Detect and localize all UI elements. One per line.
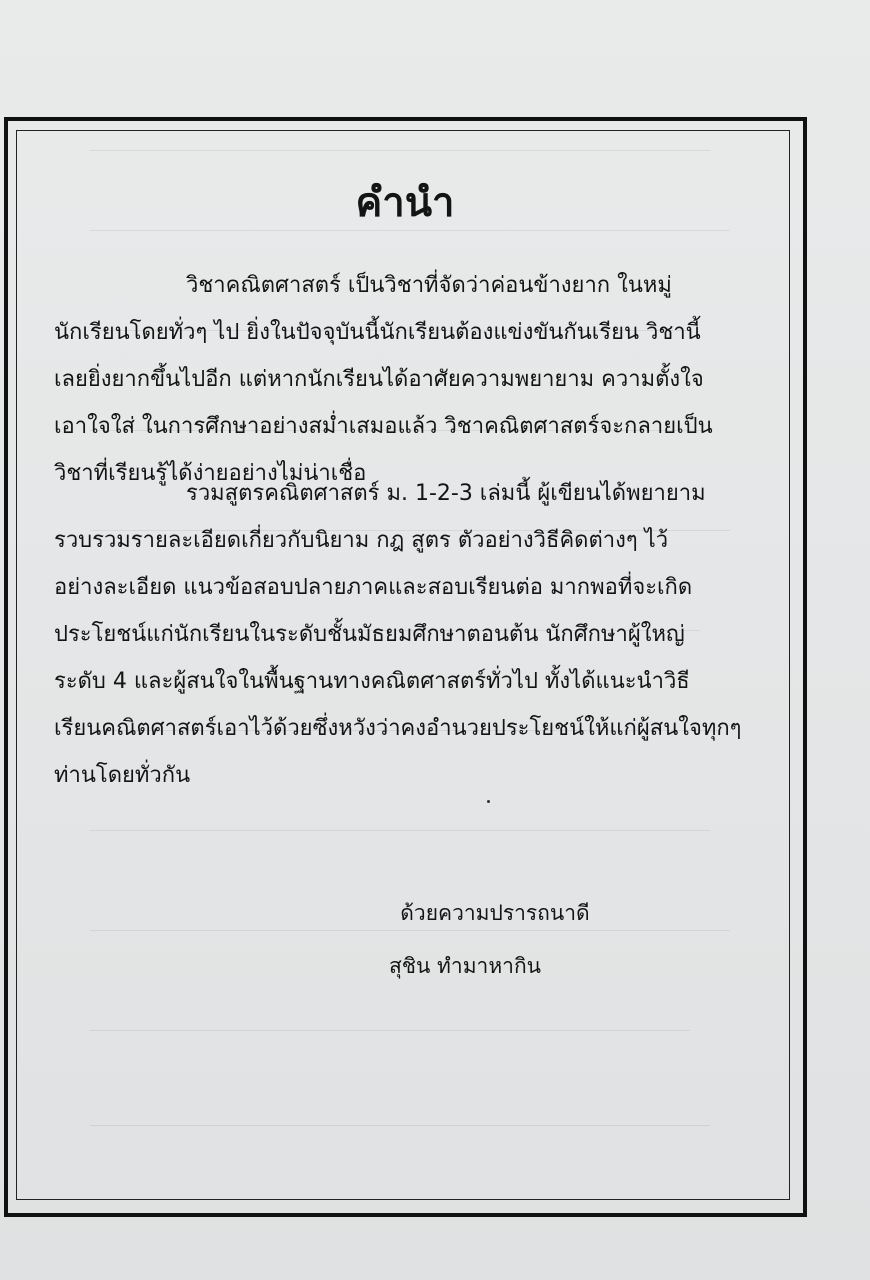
paragraph-intro	[54, 262, 794, 497]
paragraph-line: เรียนคณิตศาสตร์เอาไว้ด้วยซึ่งหวังว่าคงอำนวยประโยชน์ให้แก่ผู้สนใจทุกๆ	[54, 716, 742, 741]
paragraph-line: นักเรียนโดยทั่วๆ ไป ยิ่งในปัจจุบันนี้นักเรียนต้องแข่งขันกันเรียน วิชานี้	[54, 320, 701, 345]
paragraph-line: ประโยชน์แก่นักเรียนในระดับชั้นมัธยมศึกษาตอนต้น นักศึกษาผู้ใหญ่	[54, 622, 685, 647]
paragraph-line: เอาใจใส่ ในการศึกษาอย่างสม่ำเสมอแล้ว วิชาคณิตศาสตร์จะกลายเป็น	[54, 414, 713, 439]
paragraph-line: วิชาที่เรียนรู้ได้ง่ายอย่างไม่น่าเชื่อ	[54, 461, 367, 486]
paragraph-line: ระดับ 4 และผู้สนใจในพื้นฐานทางคณิตศาสตร์ทั่วไป ทั้งได้แนะนำวิธี	[54, 669, 690, 694]
paragraph-line: ท่านโดยทั่วกัน	[54, 763, 191, 788]
paragraph-book-description	[54, 470, 794, 799]
paragraph-line: รวบรวมรายละเอียดเกี่ยวกับนิยาม กฎ สูตร ตัวอย่างวิธีคิดต่างๆ ไว้	[54, 528, 669, 553]
paragraph-line: อย่างละเอียด แนวข้อสอบปลายภาคและสอบเรียนต่อ มากพอที่จะเกิด	[54, 575, 693, 600]
paragraph-line: รวมสูตรคณิตศาสตร์ ม. 1-2-3 เล่มนี้ ผู้เขียนได้พยายาม	[186, 481, 706, 506]
author-name: สุชิน ทำมาหากิน	[388, 954, 542, 978]
paragraph-line: เลยยิ่งยากขึ้นไปอีก แต่หากนักเรียนได้อาศัยความพยายาม ความตั้งใจ	[54, 367, 704, 392]
stray-dot	[487, 800, 490, 803]
closing-phrase: ด้วยความปรารถนาดี	[400, 901, 590, 925]
paragraph-line: วิชาคณิตศาสตร์ เป็นวิชาที่จัดว่าค่อนข้างยาก ในหมู่	[186, 273, 672, 298]
page-title: คำนำ	[355, 180, 455, 226]
